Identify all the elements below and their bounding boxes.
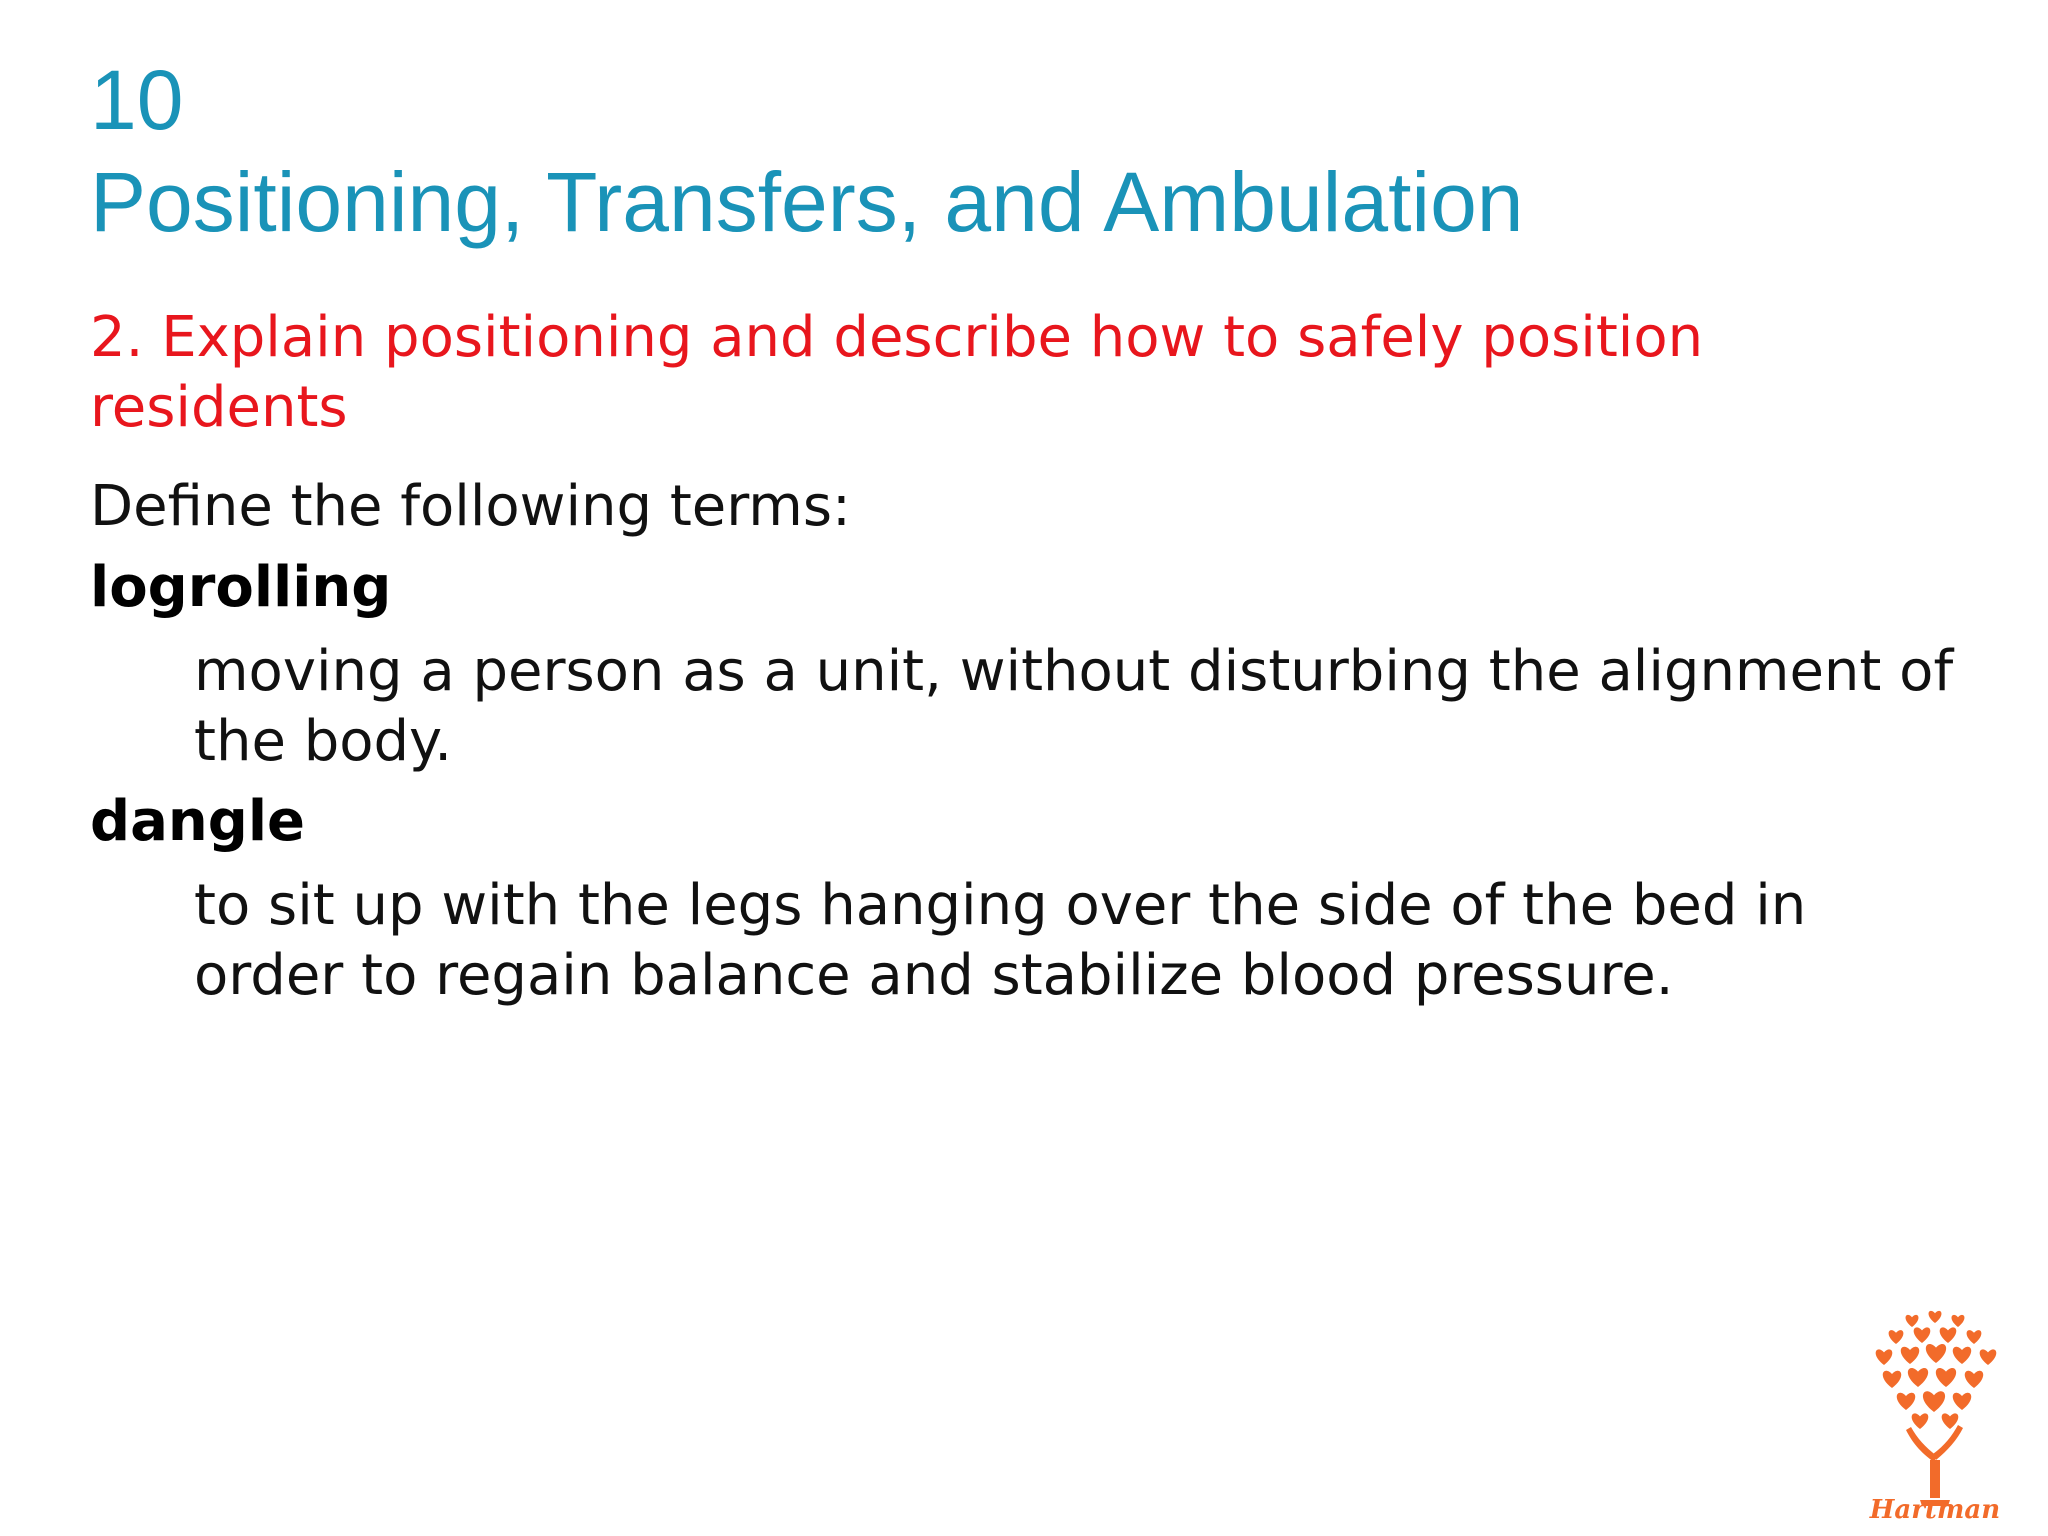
heart-leaf-icon — [1967, 1330, 1982, 1344]
definition-prompt: Define the following terms: — [90, 474, 851, 539]
heart-leaf-icon — [1942, 1413, 1959, 1429]
heart-leaf-icon — [1906, 1315, 1919, 1327]
heart-tree-icon — [1860, 1310, 2010, 1520]
heart-leaf-icon — [1897, 1393, 1915, 1410]
heart-leaf-icon — [1953, 1393, 1971, 1410]
heart-leaf-icon — [1914, 1327, 1931, 1343]
heart-leaf-icon — [1876, 1349, 1893, 1365]
heart-leaf-icon — [1952, 1315, 1965, 1327]
heart-leaf-icon — [1883, 1371, 1901, 1388]
chapter-number: 10 — [90, 53, 184, 147]
heart-leaf-icon — [1953, 1347, 1971, 1364]
heart-leaf-icon — [1965, 1371, 1983, 1388]
definition-logrolling: moving a person as a unit, without disturbing the alignment of the body. — [194, 639, 1954, 774]
chapter-title: Positioning, Transfers, and Ambulation — [90, 155, 1524, 249]
heart-leaf-icon — [1923, 1391, 1945, 1412]
learning-objective: 2. Explain positioning and describe how to safely position residents — [90, 305, 1704, 440]
heart-leaf-icon — [1889, 1330, 1904, 1344]
hartman-wordmark: Hartman — [1869, 1495, 2001, 1520]
heart-leaf-icon — [1901, 1347, 1919, 1364]
heart-leaf-icon — [1936, 1368, 1956, 1387]
heart-leaf-icon — [1929, 1311, 1942, 1323]
definition-dangle: to sit up with the legs hanging over the side of the bed in order to regain balance and stabilize blood pressure. — [194, 873, 1807, 1008]
heart-leaf-icon — [1940, 1327, 1957, 1343]
term-logrolling: logrolling — [90, 555, 392, 620]
term-dangle: dangle — [90, 789, 306, 854]
hartman-logo — [1860, 1310, 2010, 1520]
heart-leaf-icon — [1926, 1344, 1946, 1363]
heart-leaf-icon — [1980, 1349, 1997, 1365]
heart-leaf-icon — [1912, 1413, 1929, 1429]
heart-leaf-icon — [1908, 1368, 1928, 1387]
